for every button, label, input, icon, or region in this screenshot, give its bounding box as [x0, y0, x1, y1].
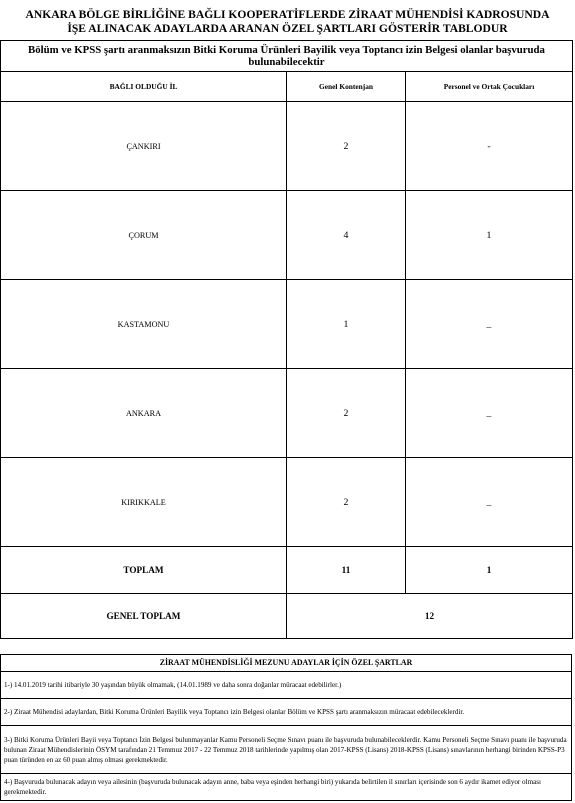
table-row [1, 280, 573, 369]
condition-item: 3-) Bitki Koruma Ürünleri Bayii veya Toptancı İzin Belgesi bulunmayanlar Kamu Personeli Seçme Sınavı puanı ile başvuruda bulunabileceklerdir. Kamu Personeli Seçme Sınavı puanı ile başvuruda bulunan Ziraat Mühendislerinin ÖSYM tarafından 21 Temmuz 2017 - 22 Temmuz 2018 tarihlerinde yapılmış olan 2017-KPSS (Lisans) 2018-KPSS (Lisans) sınavlarının herhangi birinden KPSS-P3 puan türünden en az 60 puan almış olması gerekmektedir. [1, 726, 572, 774]
total-kontenjan: 11 [287, 547, 406, 594]
table-subheading: Bölüm ve KPSS şartı aranmaksızın Bitki Koruma Ürünleri Bayilik veya Toptancı izin Belgesi olanlar başvuruda bulunabilecektir [1, 41, 573, 72]
table-row [1, 191, 573, 280]
grand-total-label: GENEL TOPLAM [1, 594, 287, 639]
condition-item: 4-) Başvuruda bulunacak adayın veya ailesinin (başvuruda bulunacak adayın anne, baba veya eşinden herhangi biri) yukarıda belirtilen il sınırları içerisinde son 6 aydır ikamet ediyor olması gerekmektedir. [1, 774, 572, 801]
conditions-heading-row [1, 655, 572, 672]
cell-kontenjan: 2 [287, 369, 406, 458]
cell-personel: _ [406, 369, 573, 458]
cell-il: KIRIKKALE [1, 458, 287, 547]
column-header-il: BAĞLI OLDUĞU İL [1, 72, 287, 102]
cell-personel: - [406, 102, 573, 191]
table-row [1, 102, 573, 191]
cell-kontenjan: 1 [287, 280, 406, 369]
quota-table [0, 40, 573, 639]
total-personel: 1 [406, 547, 573, 594]
cell-personel: _ [406, 280, 573, 369]
cell-personel: _ [406, 458, 573, 547]
cell-kontenjan: 2 [287, 102, 406, 191]
total-label: TOPLAM [1, 547, 287, 594]
grand-total-row [1, 594, 573, 639]
column-header-kontenjan: Genel Kontenjan [287, 72, 406, 102]
cell-il: ÇANKIRI [1, 102, 287, 191]
condition-row [1, 672, 572, 699]
cell-il: KASTAMONU [1, 280, 287, 369]
conditions-heading: ZİRAAT MÜHENDİSLİĞİ MEZUNU ADAYLAR İÇİN ÖZEL ŞARTLAR [1, 655, 572, 672]
condition-row [1, 726, 572, 774]
condition-item: 1-) 14.01.2019 tarihi itibariyle 30 yaşından büyük olmamak, (14.01.1989 ve daha sonra doğanlar müracaat edebilirler.) [1, 672, 572, 699]
condition-item: 2-) Ziraat Mühendisi adaylardan, Bitki Koruma Ürünleri Bayilik veya Toptancı izin Belgesi olanlar Bölüm ve KPSS şartı aranmaksızın müracaat edebileceklerdir. [1, 699, 572, 726]
table-subheading-row [1, 41, 573, 72]
column-header-row [1, 72, 573, 102]
conditions-table [0, 654, 572, 801]
table-row [1, 458, 573, 547]
table-row [1, 369, 573, 458]
cell-kontenjan: 4 [287, 191, 406, 280]
total-row [1, 547, 573, 594]
column-header-personel: Personel ve Ortak Çocukları [406, 72, 573, 102]
condition-row [1, 699, 572, 726]
cell-il: ÇORUM [1, 191, 287, 280]
cell-personel: 1 [406, 191, 573, 280]
cell-kontenjan: 2 [287, 458, 406, 547]
cell-il: ANKARA [1, 369, 287, 458]
condition-row [1, 774, 572, 801]
grand-total-value: 12 [287, 594, 573, 639]
document-title: ANKARA BÖLGE BİRLİĞİNE BAĞLI KOOPERATİFLERDE ZİRAAT MÜHENDİSİ KADROSUNDA İŞE ALINACAK ADAYLARDA ARANAN ÖZEL ŞARTLARI GÖSTERİR TABLODUR [25, 7, 550, 35]
